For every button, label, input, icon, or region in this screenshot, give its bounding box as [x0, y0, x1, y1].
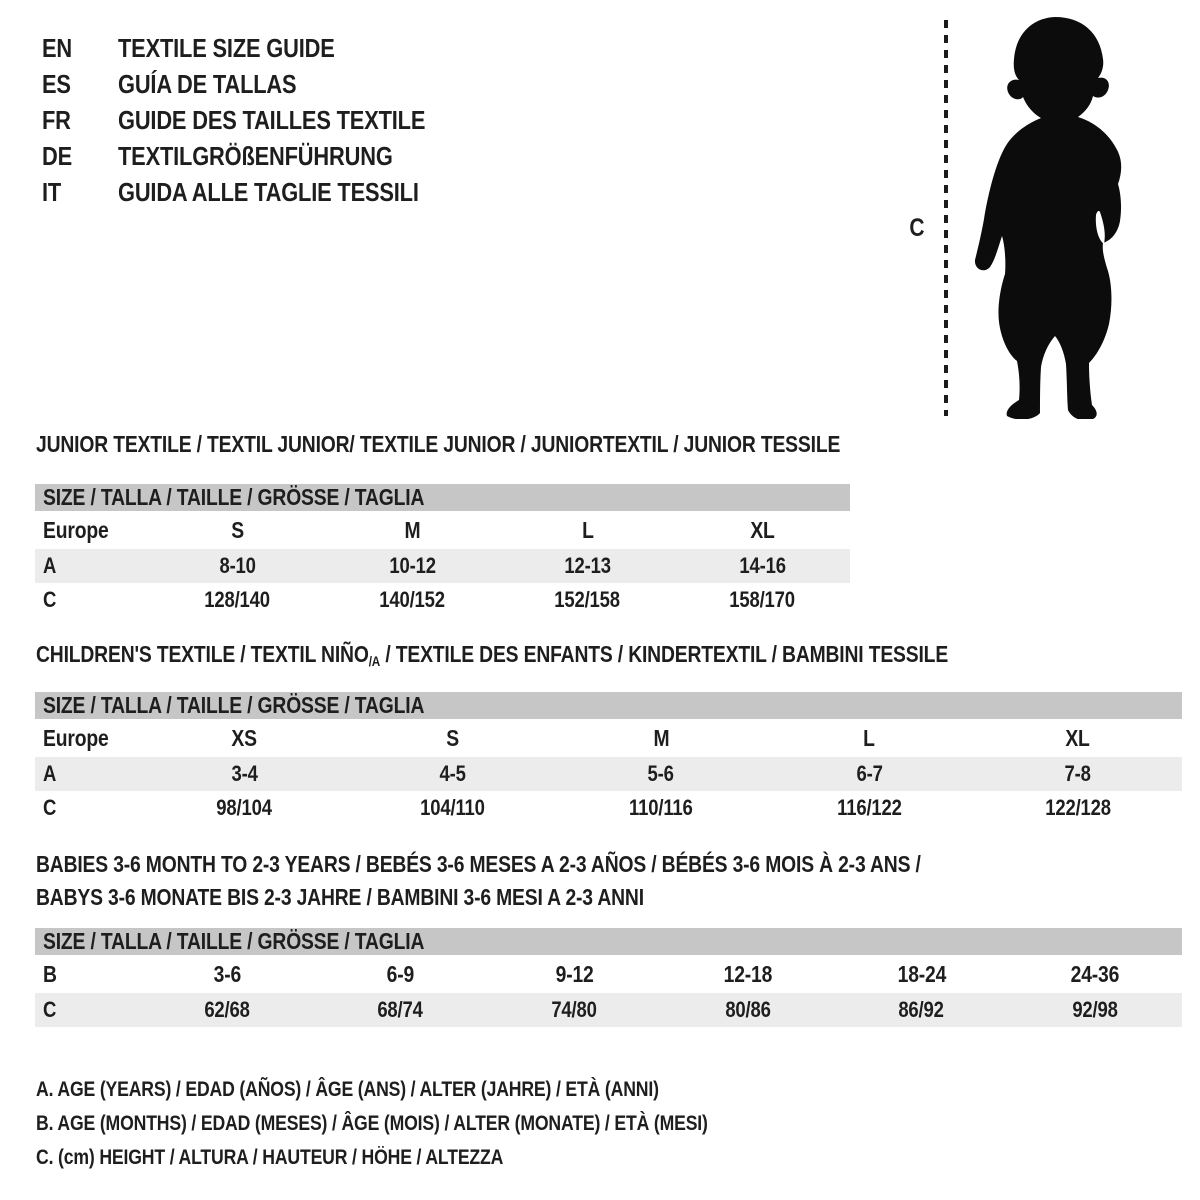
value-cell: 24-36	[1070, 960, 1120, 987]
lang-code: DE	[42, 141, 73, 171]
value-cell: 140/152	[379, 587, 446, 612]
table-row-height	[35, 791, 1182, 825]
value-cell: 5-6	[647, 761, 675, 786]
size-cell: M	[653, 724, 669, 751]
lang-code: ES	[42, 69, 71, 99]
lang-code: FR	[42, 105, 71, 135]
lang-row-it	[42, 178, 476, 206]
value-cell: 12-13	[564, 553, 611, 578]
value-cell: 14-16	[739, 553, 786, 578]
value-cell: 122/128	[1045, 795, 1111, 820]
row-label: A	[43, 553, 57, 578]
value-cell: 7-8	[1064, 761, 1091, 786]
legend-line-a: A. AGE (YEARS) / EDAD (AÑOS) / ÂGE (ANS) / ALTER (JAHRE) / ETÀ (ANNI)	[36, 1078, 659, 1101]
value-cell: 152/158	[554, 587, 621, 612]
table-row-months	[35, 955, 1182, 993]
value-cell: 10-12	[389, 553, 436, 578]
row-label: C	[43, 587, 57, 612]
lang-row-fr	[42, 106, 484, 134]
babies-section-title-line2: BABYS 3-6 MONATE BIS 2-3 JAHRE / BAMBINI 3-6 MESI A 2-3 ANNI	[36, 884, 644, 910]
row-label: C	[43, 795, 57, 820]
value-cell: 110/116	[629, 795, 693, 820]
value-cell: 74/80	[551, 997, 597, 1022]
value-cell: 3-4	[231, 761, 258, 786]
value-cell: 80/86	[725, 997, 771, 1022]
value-cell: 158/170	[729, 587, 796, 612]
toddler-silhouette	[960, 14, 1145, 419]
size-cell: S	[231, 516, 244, 543]
lang-code: EN	[42, 33, 73, 63]
value-cell: 104/110	[420, 795, 485, 820]
legend-line-b: B. AGE (MONTHS) / EDAD (MESES) / ÂGE (MOIS) / ALTER (MONATE) / ETÀ (MESI)	[36, 1112, 708, 1135]
height-dimension-label: C	[909, 214, 925, 242]
value-cell: 6-9	[386, 960, 415, 987]
lang-title: GUIDA ALLE TAGLIE TESSILI	[118, 177, 419, 207]
value-cell: 92/98	[1072, 997, 1118, 1022]
value-cell: 8-10	[219, 553, 256, 578]
size-cell: XS	[231, 724, 257, 751]
lang-code: IT	[42, 177, 62, 207]
value-cell: 18-24	[897, 960, 946, 987]
row-label: Europe	[43, 516, 109, 543]
size-cell: S	[446, 724, 459, 751]
nino-a-subscript: /A	[368, 653, 381, 669]
junior-section-title: JUNIOR TEXTILE / TEXTIL JUNIOR/ TEXTILE JUNIOR / JUNIORTEXTIL / JUNIOR TESSILE	[36, 431, 841, 457]
value-cell: 4-5	[439, 761, 466, 786]
value-cell: 12-18	[723, 960, 773, 987]
lang-row-de	[42, 142, 445, 170]
children-section-title: CHILDREN'S TEXTILE / TEXTIL NIÑO/A / TEXTILE DES ENFANTS / KINDERTEXTIL / BAMBINI TESSILE	[36, 641, 949, 669]
value-cell: 9-12	[555, 960, 594, 987]
size-cell: M	[404, 516, 421, 543]
value-cell: 62/68	[204, 997, 250, 1022]
lang-title: GUÍA DE TALLAS	[118, 69, 297, 99]
table-row-height	[35, 993, 1182, 1027]
value-cell: 116/122	[837, 795, 902, 820]
size-header-band	[35, 484, 850, 511]
size-header-label: SIZE / TALLA / TAILLE / GRÖSSE / TAGLIA	[43, 928, 425, 954]
value-cell: 86/92	[898, 997, 945, 1022]
table-row-europe	[35, 719, 1182, 757]
children-size-table	[35, 692, 1182, 825]
table-row-europe	[35, 511, 850, 549]
babies-section-title-line1: BABIES 3-6 MONTH TO 2-3 YEARS / BEBÉS 3-6 MESES A 2-3 AÑOS / BÉBÉS 3-6 MOIS À 2-3 ANS /	[36, 851, 921, 877]
row-label: B	[43, 960, 57, 987]
lang-title: TEXTILGRÖßENFÜHRUNG	[118, 141, 393, 171]
lang-title: GUIDE DES TAILLES TEXTILE	[118, 105, 426, 135]
value-cell: 3-6	[213, 960, 241, 987]
row-label: A	[43, 761, 57, 786]
table-row-age	[35, 757, 1182, 791]
table-row-height	[35, 583, 850, 617]
value-cell: 128/140	[204, 587, 271, 612]
size-header-band	[35, 928, 1182, 955]
table-row-age	[35, 549, 850, 583]
size-cell: XL	[1065, 724, 1091, 751]
row-label: C	[43, 997, 57, 1022]
legend-line-c: C. (cm) HEIGHT / ALTURA / HAUTEUR / HÖHE / ALTEZZA	[36, 1146, 504, 1169]
lang-title: TEXTILE SIZE GUIDE	[118, 33, 335, 63]
babies-size-table	[35, 928, 1182, 1027]
height-dashed-line	[944, 20, 948, 416]
row-label: Europe	[43, 724, 109, 751]
size-cell: L	[581, 516, 594, 543]
size-cell: L	[863, 724, 876, 751]
value-cell: 68/74	[377, 997, 424, 1022]
size-header-label: SIZE / TALLA / TAILLE / GRÖSSE / TAGLIA	[43, 692, 425, 718]
size-header-band	[35, 692, 1182, 719]
value-cell: 98/104	[216, 795, 272, 820]
size-header-label: SIZE / TALLA / TAILLE / GRÖSSE / TAGLIA	[43, 484, 425, 510]
junior-size-table	[35, 484, 850, 617]
lang-row-en	[42, 34, 376, 62]
lang-row-es	[42, 70, 330, 98]
value-cell: 6-7	[856, 761, 883, 786]
size-cell: XL	[750, 516, 775, 543]
